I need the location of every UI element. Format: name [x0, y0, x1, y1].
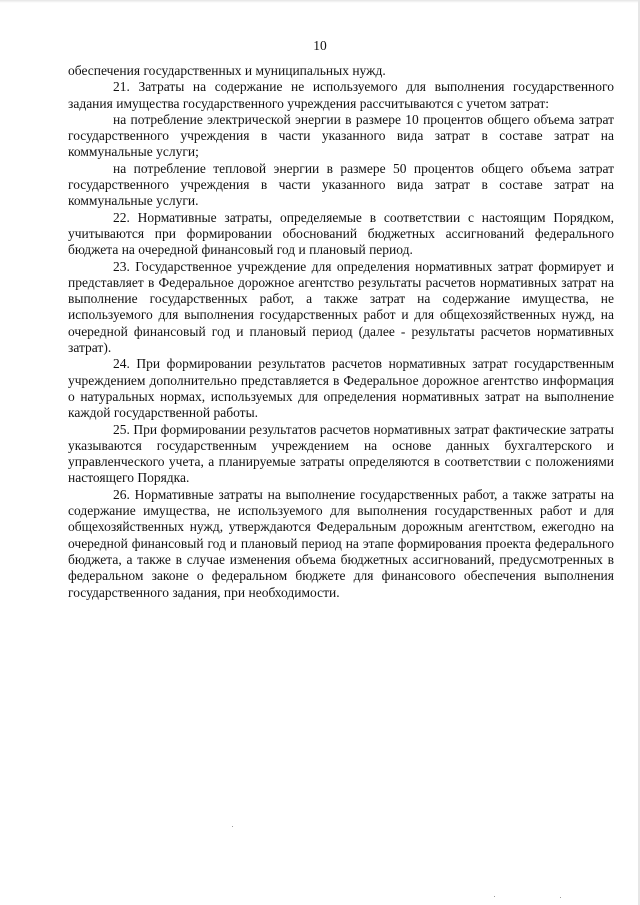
paragraph-26: 26. Нормативные затраты на выполнение государственных работ, а также затраты на содержание имущества, не используемого для выполнения государственных работ и для общехозяйственных нужд, утверждаются Федеральным дорожным агентством, ежегодно на очередной финансовый год и плановый период на этапе формирования проекта федерального бюджета, а также в случае изменения объема бюджетных ассигнований, предусмотренных в федеральном законе о федеральном бюджете для финансового обеспечения выполнения государственного задания, при необходимости. [68, 486, 614, 600]
paragraph-21-heat: на потребление тепловой энергии в размере 50 процентов общего объема затрат государственного учреждения в части указанного вида затрат в составе затрат на коммунальные услуги. [68, 160, 614, 209]
paragraph-22: 22. Нормативные затраты, определяемые в соответствии с настоящим Порядком, учитываются при формировании обоснований бюджетных ассигнований федерального бюджета на очередной финансовый год и плановый период. [68, 209, 614, 258]
paragraph-24: 24. При формировании результатов расчетов нормативных затрат государственным учреждением дополнительно представляется в Федеральное дорожное агентство информация о натуральных нормах, используемых для определения нормативных затрат на выполнение каждой государственной работы. [68, 356, 614, 421]
scan-speck [494, 896, 495, 897]
paragraph-21: 21. Затраты на содержание не используемого для выполнения государственного задания имущества государственного учреждения рассчитываются с учетом затрат: [68, 79, 614, 111]
paragraph-continuation: обеспечения государственных и муниципальных нужд. [68, 63, 386, 78]
paragraph-25: 25. При формировании результатов расчетов нормативных затрат фактические затраты указываются государственным учреждением на основе данных бухгалтерского и управленческого учета, а планируемые затраты определяются в соответствии с положениями настоящего Порядка. [68, 421, 614, 486]
scan-speck [560, 897, 561, 898]
scan-speck [232, 826, 233, 827]
paragraph-21-electricity: на потребление электрической энергии в размере 10 процентов общего объема затрат государственного учреждения в части указанного вида затрат в составе затрат на коммунальные услуги; [68, 111, 614, 160]
paragraph-23: 23. Государственное учреждение для определения нормативных затрат формирует и представляет в Федеральное дорожное агентство результаты расчетов нормативных затрат на выполнение государственных работ, а также затрат на содержание имущества, не используемого для выполнения государственных работ и для общехозяйственных нужд, на очередной финансовый год и плановый период (далее - результаты расчетов нормативных затрат). [68, 258, 614, 356]
page-number: 10 [313, 38, 327, 53]
scan-edge-top [0, 0, 640, 3]
document-body [68, 63, 614, 601]
